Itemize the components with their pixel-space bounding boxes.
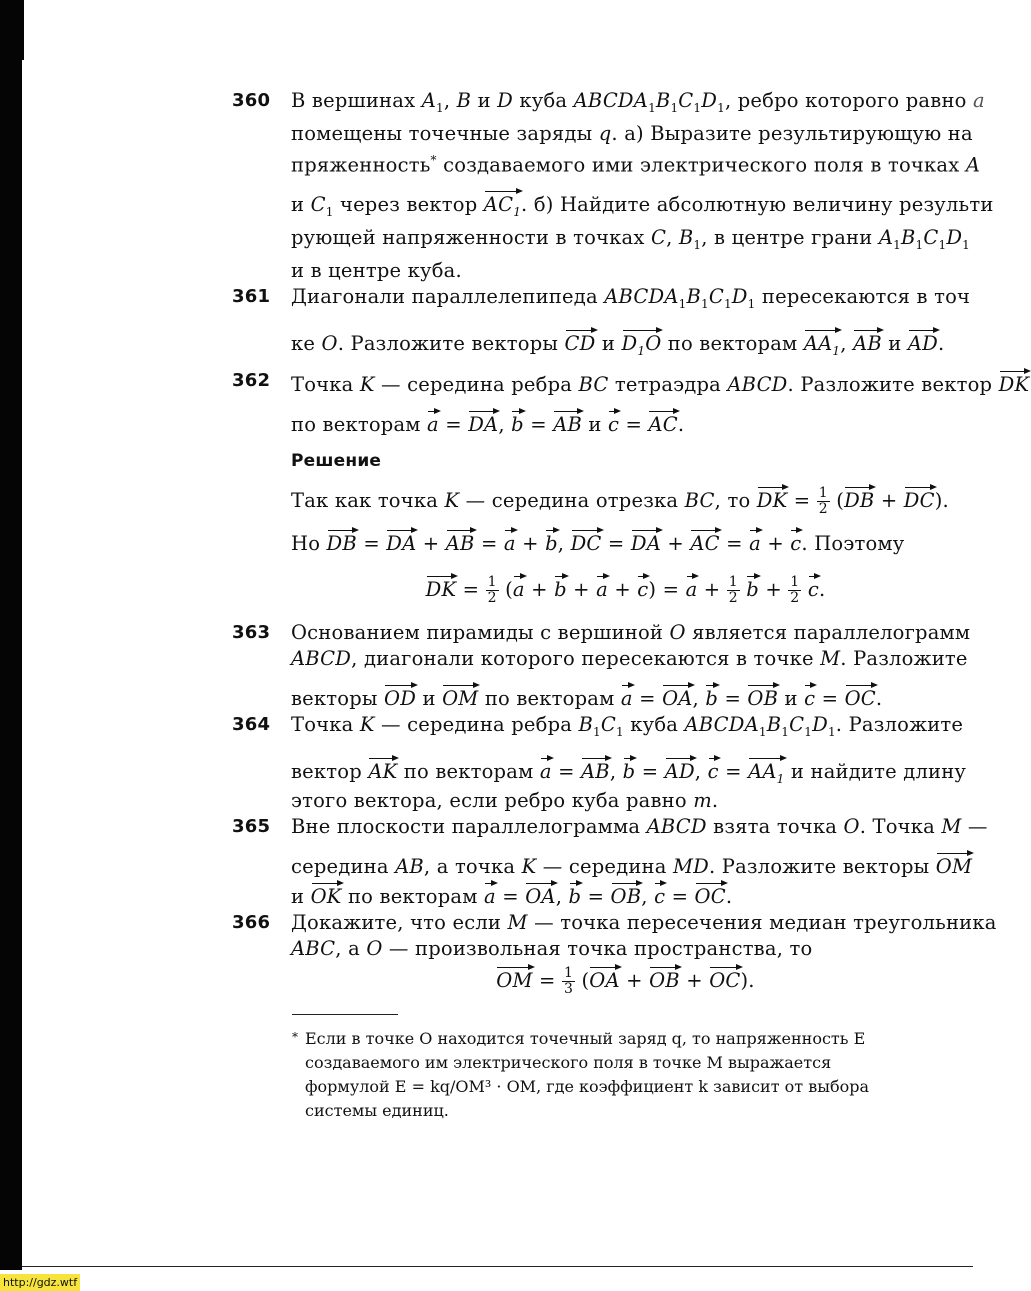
problem-361: 361 Диагонали параллелепипеда $ABCDA_1B_1C_1D_1$ пересекаются в точ ке O. Разложите векторы CD и $D_1O$ по векторам $AA_1$, AB и AD. (232, 285, 971, 358)
footnote-line-3: формулой E = kq/OM³ · OM, где коэффициент k зависит от выбора (305, 1077, 869, 1096)
textbook-page (232, 88, 1030, 1011)
problem-363: 363 Основанием пирамиды с вершиной O является параллелограмм ABCD, диагонали которого пересекаются в точке M. Разложите векторы OD и OM по векторам a = OA, b = OB и c = OC. (232, 620, 971, 710)
problem-number: 366 (232, 911, 271, 933)
footnote-line-1: Если в точке O находится точечный заряд q, то напряженность E (305, 1029, 866, 1048)
footnote (292, 1027, 869, 1123)
footnote-marker: * (292, 1030, 298, 1044)
problem-366: 366 Докажите, что если M — точка пересечения медиан треугольника ABC, а O — произвольная точка пространства, то OM = $\frac{1}{3}$ (OA + OB + OC). (232, 910, 997, 997)
problem-number: 364 (232, 713, 271, 735)
scan-edge-bar (0, 0, 22, 1270)
problem-number: 361 (232, 286, 271, 308)
problem-number: 362 (232, 369, 271, 391)
footnote-line-4: системы единиц. (305, 1101, 449, 1120)
problem-364: 364 Точка K — середина ребра $B_1C_1$ куба $ABCDA_1B_1C_1D_1$. Разложите вектор AK по векторам a = AB, b = AD, $c = AA_1$ и найдите длину этого вектора, если ребро куба равно m. (232, 712, 967, 812)
watermark-link[interactable]: http://gdz.wtf (0, 1274, 80, 1291)
footnote-line-2: создаваемого им электрического поля в точке M выражается (305, 1053, 832, 1072)
problem-362: 362 Точка K — середина ребра BC тетраэдра ABCD. Разложите вектор DK по векторам a = DA, b = AB и c = AC. Решение Так как точка K — середина отрезка BC, то DK = $\frac{1}{2}$ (DB + DC). Но DB = DA + AB = a + b, DC = DA + AC = a + c. Поэтому DK = $\frac{1}{2}$ (a + b + a + c) = a + $\frac{1}{2}$ b + $\frac{1}{2}$ c. (232, 369, 1030, 606)
problem-number: 360 (232, 90, 271, 111)
footnote-rule (292, 1014, 398, 1015)
problem-number: 365 (232, 815, 271, 837)
solution-heading: Решение (291, 450, 382, 471)
problem-365: 365 Вне плоскости параллелограмма ABCD взята точка O. Точка M — середина AB, а точка K — середина MD. Разложите векторы OM и OK по векторам a = OA, b = OB, c = OC. (232, 814, 988, 908)
page-bottom-rule (22, 1266, 973, 1267)
problem-360: 360 В вершинах $A_1$, B и D куба $ABCDA_1B_1C_1D_1$, ребро которого равно a помещены точечные заряды q. а) Выразите результирующую на пряженность* создаваемого ими электрического поля в точках A и $C_1$ через вектор $AC_1$. б) Найдите абсолютную величину результи рующей напряженности в точках C, $B_1$, в центре грани $A_1B_1C_1D_1$ и в центре куба. (232, 89, 994, 283)
problem-number: 363 (232, 621, 271, 643)
